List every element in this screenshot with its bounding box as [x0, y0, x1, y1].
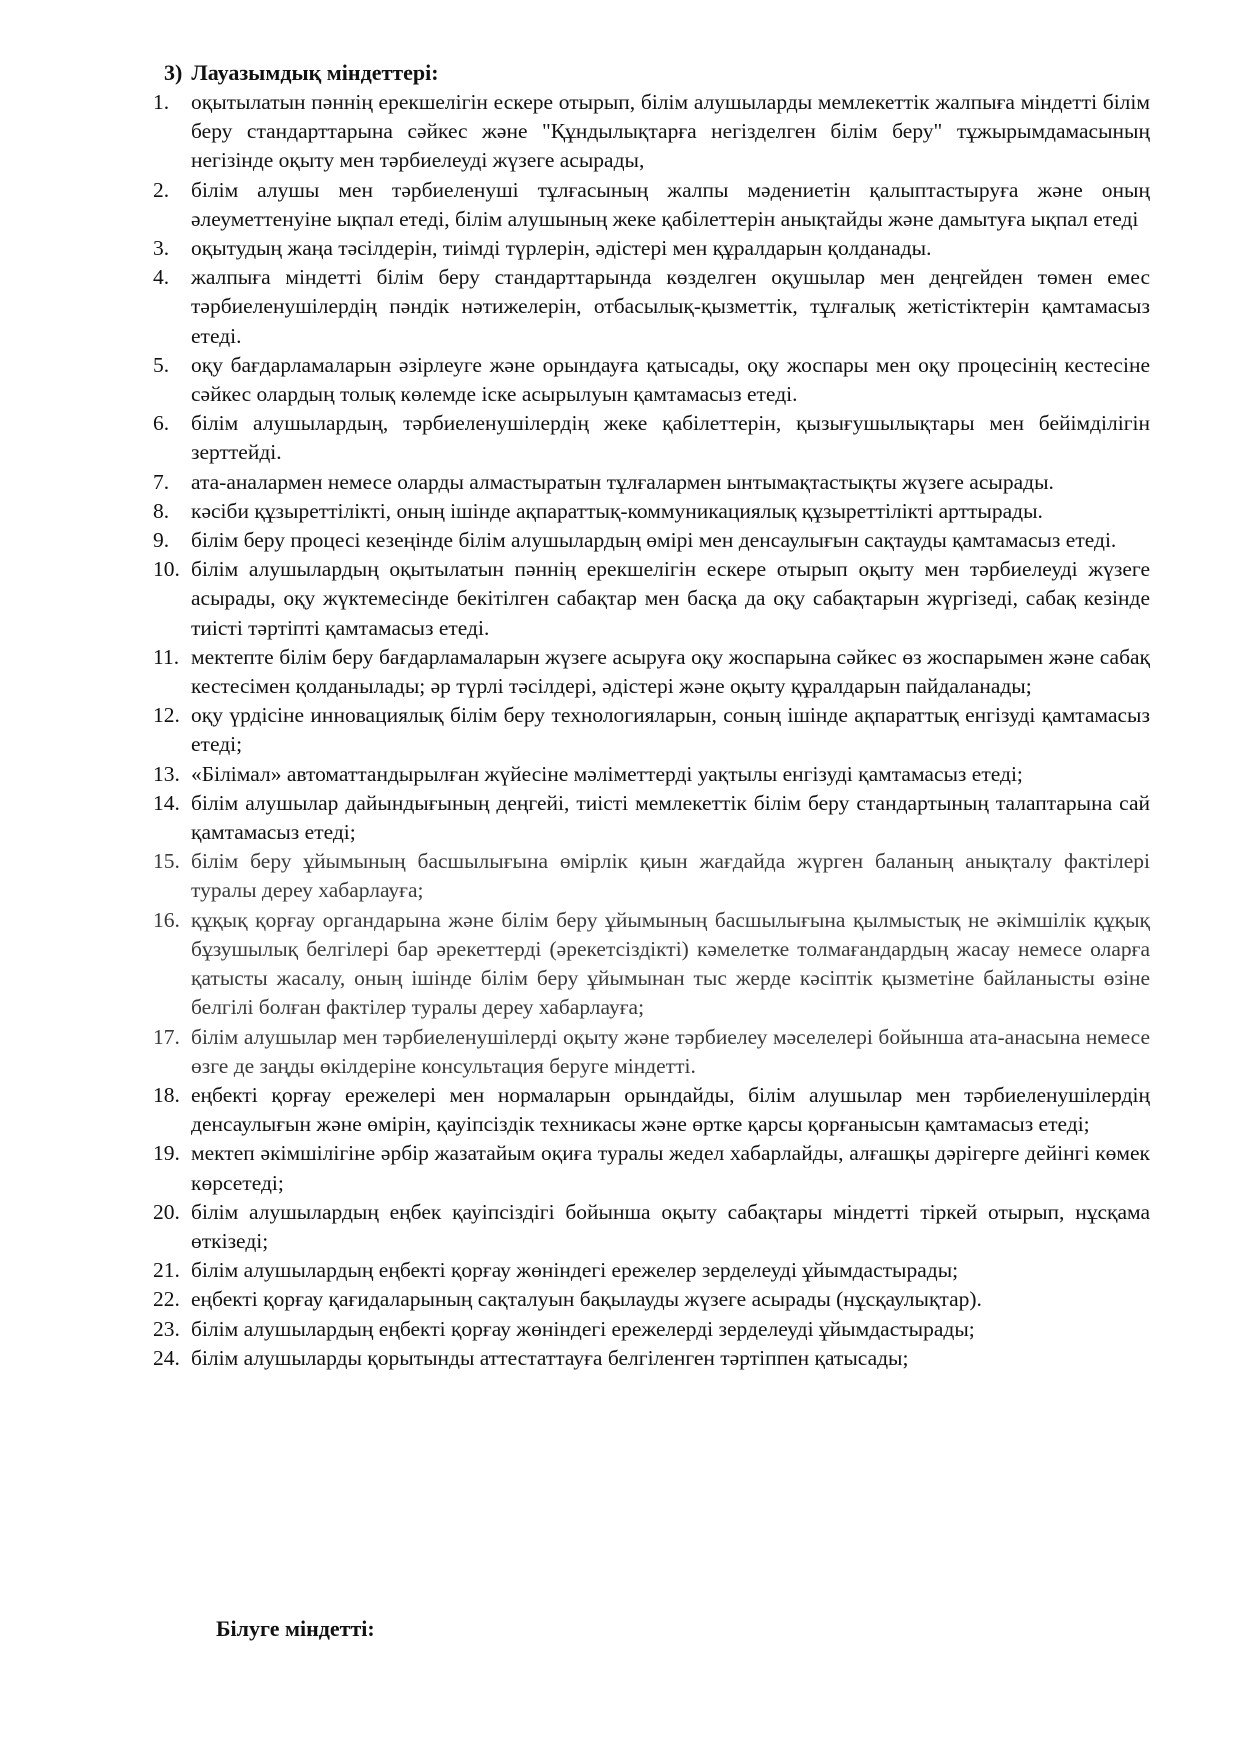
list-item-text: білім алушы мен тәрбиеленуші тұлғасының жалпы мәдениетін қалыптастыруға және оның әлеуметтенуіне ықпал етеді, білім алушының жеке қабілеттерін анықтайды және дамытуға ықпал етеді	[191, 177, 1150, 231]
list-item-number: 15.	[153, 849, 180, 874]
list-item-number: 10.	[153, 557, 180, 582]
section-title: Лауазымдық міндеттері:	[191, 60, 439, 85]
list-item-number: 18.	[153, 1082, 180, 1107]
list-item-number: 21.	[153, 1258, 180, 1283]
list-item	[153, 526, 1150, 555]
list-item-text: білім алушылардың еңбекті қорғау жөніндегі ережелерді зерделеуді ұйымдастырады;	[191, 1316, 975, 1341]
list-item-text: білім алушылар мен тәрбиеленушілерді оқыту және тәрбиелеу мәселелері бойынша ата-анасына немесе өзге де заңды өкілдеріне консультация беруге міндетті.	[191, 1024, 1150, 1078]
list-item-text: жалпыға міндетті білім беру стандарттарында көзделген оқушылар мен деңгейден төмен емес тәрбиеленушілердің пәндік нәтижелерін, отбасылық-қызметтік, тұлғалық жетістіктерін қамтамасыз етеді.	[191, 265, 1150, 348]
list-item	[153, 409, 1150, 467]
list-item	[153, 643, 1150, 701]
list-item-number: 5.	[153, 352, 170, 377]
list-item	[153, 176, 1150, 234]
list-item-number: 23.	[153, 1316, 180, 1341]
list-item	[153, 234, 1150, 263]
list-item-text: білім беру процесі кезеңінде білім алушылардың өмірі мен денсаулығын сақтауды қамтамасыз етеді.	[191, 528, 1117, 553]
list-item	[153, 263, 1150, 351]
list-item-text: білім алушылардың еңбек қауіпсіздігі бойынша оқыту сабақтары міндетті тіркей отырып, нұсқама өткізеді;	[191, 1199, 1150, 1253]
list-item-number: 11.	[153, 644, 180, 669]
list-item-text: «Білімал» автоматтандырылған жүйесіне мәліметтерді уақтылы енгізуді қамтамасыз етеді;	[191, 761, 1023, 786]
list-item-text: еңбекті қорғау қағидаларының сақталуын бақылауды жүзеге асырады (нұсқаулықтар).	[191, 1287, 982, 1312]
duties-list	[153, 88, 1150, 1373]
list-item-number: 13.	[153, 761, 180, 786]
list-item	[153, 701, 1150, 759]
list-item-number: 16.	[153, 907, 180, 932]
list-item	[153, 1344, 1150, 1373]
list-item	[153, 555, 1150, 643]
list-item-number: 24.	[153, 1345, 180, 1370]
list-item-text: оқытудың жаңа тәсілдерін, тиімді түрлерін, әдістері мен құралдарын қолданады.	[191, 236, 932, 261]
list-item-number: 20.	[153, 1199, 180, 1224]
list-item-text: оқытылатын пәннің ерекшелігін ескере отырып, білім алушыларды мемлекеттік жалпыға міндетті білім беру стандарттарына сәйкес және "Құндылықтарға негізделген білім беру" тұжырымдамасының негізінде оқыту мен тәрбиелеуді жүзеге асырады,	[191, 90, 1150, 173]
list-item-text: мектеп әкімшілігіне әрбір жазатайым оқиға туралы жедел хабарлайды, алғашқы дәрігерге дейінгі көмек көрсетеді;	[191, 1141, 1150, 1195]
list-item-number: 9.	[153, 528, 170, 553]
list-item	[153, 351, 1150, 409]
section-heading	[164, 58, 439, 88]
list-item	[153, 497, 1150, 526]
list-item	[153, 1256, 1150, 1285]
list-item-text: білім алушылар дайындығының деңгейі, тиісті мемлекеттік білім беру стандартының талаптарына сай қамтамасыз етеді;	[191, 790, 1150, 845]
list-item-text: білім алушылардың оқытылатын пәннің ерекшелігін ескере отырып оқыту мен тәрбиелеуді жүзеге асырады, оқу жүктемесінде бекітілген сабақтар мен басқа да оқу сабақтарын жүргізеді, сабақ кезінде тиісті тәртіпті қамтамасыз етеді.	[191, 557, 1150, 640]
list-item-text: білім беру ұйымының басшылығына өмірлік қиын жағдайда жүрген баланың анықталу фактілері туралы дереу хабарлауға;	[191, 849, 1150, 903]
list-item	[153, 789, 1150, 847]
list-item-number: 17.	[153, 1024, 180, 1049]
list-item-number: 3.	[153, 236, 170, 261]
list-item	[153, 1315, 1150, 1344]
list-item-number: 4.	[153, 265, 170, 290]
section-number: 3)	[164, 60, 183, 85]
list-item-number: 1.	[153, 90, 170, 114]
list-item-number: 22.	[153, 1287, 180, 1312]
list-item	[153, 1139, 1150, 1197]
list-item	[153, 1081, 1150, 1139]
list-item-text: еңбекті қорғау ережелері мен нормаларын орындайды, білім алушылар мен тәрбиеленушілердің денсаулығын және өмірін, қауіпсіздік техникасы және өртке қарсы қорғанысын қамтамасыз етеді;	[191, 1082, 1150, 1137]
list-item-text: білім алушылардың, тәрбиеленушілердің жеке қабілеттерін, қызығушылықтары мен бейімділігін зерттейді.	[191, 411, 1150, 465]
list-item	[153, 847, 1150, 905]
list-item-number: 19.	[153, 1141, 180, 1166]
subheading-must-know: Білуге міндетті:	[216, 1616, 375, 1641]
list-item-number: 8.	[153, 498, 170, 523]
list-item-number: 12.	[153, 703, 180, 728]
list-item	[153, 1285, 1150, 1314]
list-item-number: 6.	[153, 411, 170, 436]
list-item-text: оқу бағдарламаларын әзірлеуге және орындауға қатысады, оқу жоспары мен оқу процесінің кестесіне сәйкес олардың толық көлемде іске асырылуын қамтамасыз етеді.	[191, 352, 1150, 407]
list-item-text: ата-аналармен немесе оларды алмастыратын тұлғалармен ынтымақтастықты жүзеге асырады.	[191, 469, 1054, 494]
list-item-text: кәсіби құзыреттілікті, оның ішінде ақпараттық-коммуникациялық құзыреттілікті арттырады.	[191, 498, 1043, 523]
list-item-text: оқу үрдісіне инновациялық білім беру технологияларын, соның ішінде ақпараттық енгізуді қамтамасыз етеді;	[191, 703, 1150, 757]
list-item-number: 7.	[153, 469, 170, 494]
list-item-text: құқық қорғау органдарына және білім беру ұйымының басшылығына қылмыстық не әкімшілік құқық бұзушылық белгілері бар әрекеттерді (әрекетсіздікті) кәмелетке толмағандардың жасау немесе оларға қатысты жасалу, оның ішінде білім беру ұйымынан тыс жерде кәсіптік қызметіне байланысты өзіне белгілі болған фактілер туралы дереу хабарлауға;	[191, 907, 1150, 1020]
list-item	[153, 1198, 1150, 1256]
list-item	[153, 88, 1150, 176]
list-item-number: 14.	[153, 790, 180, 815]
list-item-text: білім алушыларды қорытынды аттестаттауға белгіленген тәртіппен қатысады;	[191, 1345, 909, 1370]
list-item	[153, 1023, 1150, 1081]
list-item-text: білім алушылардың еңбекті қорғау жөніндегі ережелер зерделеуді ұйымдастырады;	[191, 1258, 959, 1283]
list-item-number: 2.	[153, 177, 170, 202]
list-item	[153, 906, 1150, 1023]
list-item	[153, 468, 1150, 497]
list-item	[153, 760, 1150, 789]
list-item-text: мектепте білім беру бағдарламаларын жүзеге асыруға оқу жоспарына сәйкес өз жоспарымен және сабақ кестесімен қолданылады; әр түрлі тәсілдері, әдістері және оқыту құралдарын пайдаланады;	[191, 644, 1150, 699]
